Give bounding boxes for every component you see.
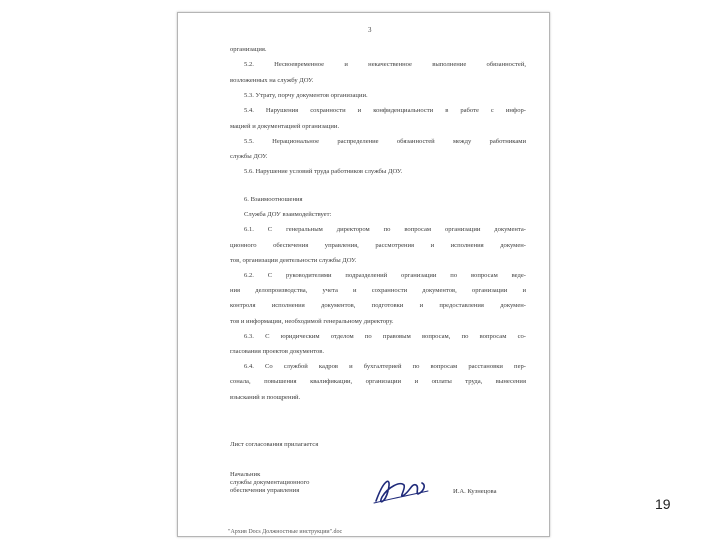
- document-line: службы ДОУ.: [230, 153, 268, 161]
- document-line: гласования проектов документов.: [230, 348, 325, 355]
- document-line: 6.2. С руководителями подразделений организации по вопросам веде-: [244, 272, 526, 279]
- document-line: 5.3. Утрату, порчу документов организации.: [244, 91, 368, 99]
- signatory-title-1: Начальник: [230, 471, 261, 478]
- document-line: 6.1. С генеральным директором по вопросам организации документа-: [244, 226, 526, 234]
- signatory-name: И.А. Кузнецова: [453, 488, 497, 495]
- document-line: 5.5. Нерациональное распределение обязанностей между работниками: [244, 137, 526, 145]
- document-page: [177, 12, 550, 537]
- document-line: ционного обеспечения управления, рассмотрения и исполнения докумен-: [230, 241, 526, 249]
- slide-number: 19: [655, 496, 671, 512]
- document-line: возложенных на службу ДОУ.: [230, 76, 314, 84]
- document-line: 6.3. С юридическим отделом по правовым вопросам, по вопросам со-: [244, 332, 526, 340]
- document-line: мацией и документацией организации.: [230, 122, 340, 130]
- file-footer: "Архив Docs Должностные инструкции".doc: [228, 529, 343, 535]
- document-line: сонала, повышения квалификации, организации и оплаты труда, вынесения: [230, 378, 526, 386]
- document-line: 6. Взаимоотношения: [244, 196, 303, 203]
- document-line: организация.: [230, 46, 267, 53]
- document-line: 5.4. Нарушения сохранности и конфиденциальности в работе с инфор-: [244, 107, 526, 115]
- document-line: 5.2. Несвоевременное и некачественное выполнение обязанностей,: [244, 61, 526, 69]
- document-line: 5.6. Нарушение условий труда работников службы ДОУ.: [244, 168, 403, 176]
- document-line: тов и информации, необходимой генеральному директору.: [230, 317, 394, 325]
- document-line: тов, организации деятельности службы ДОУ.: [230, 256, 357, 264]
- document-line: взысканий и поощрений.: [230, 393, 301, 401]
- document-line: 6.4. Со службой кадров и бухгалтерией по вопросам расстановки пер-: [244, 363, 526, 371]
- signatory-title-2: службы документационного: [230, 479, 310, 486]
- document-line: ния делопроизводства, учета и сохранности документов, организации и: [230, 287, 526, 295]
- document-line: Служба ДОУ взаимодействует:: [244, 211, 332, 219]
- handwritten-signature: [370, 471, 430, 511]
- page-number: 3: [368, 26, 372, 34]
- signatory-title-3: обеспечения управления: [230, 487, 300, 494]
- document-line: контроля исполнения документов, подготовки и предоставления докумен-: [230, 302, 526, 310]
- approval-note: Лист согласования прилагается: [230, 441, 319, 448]
